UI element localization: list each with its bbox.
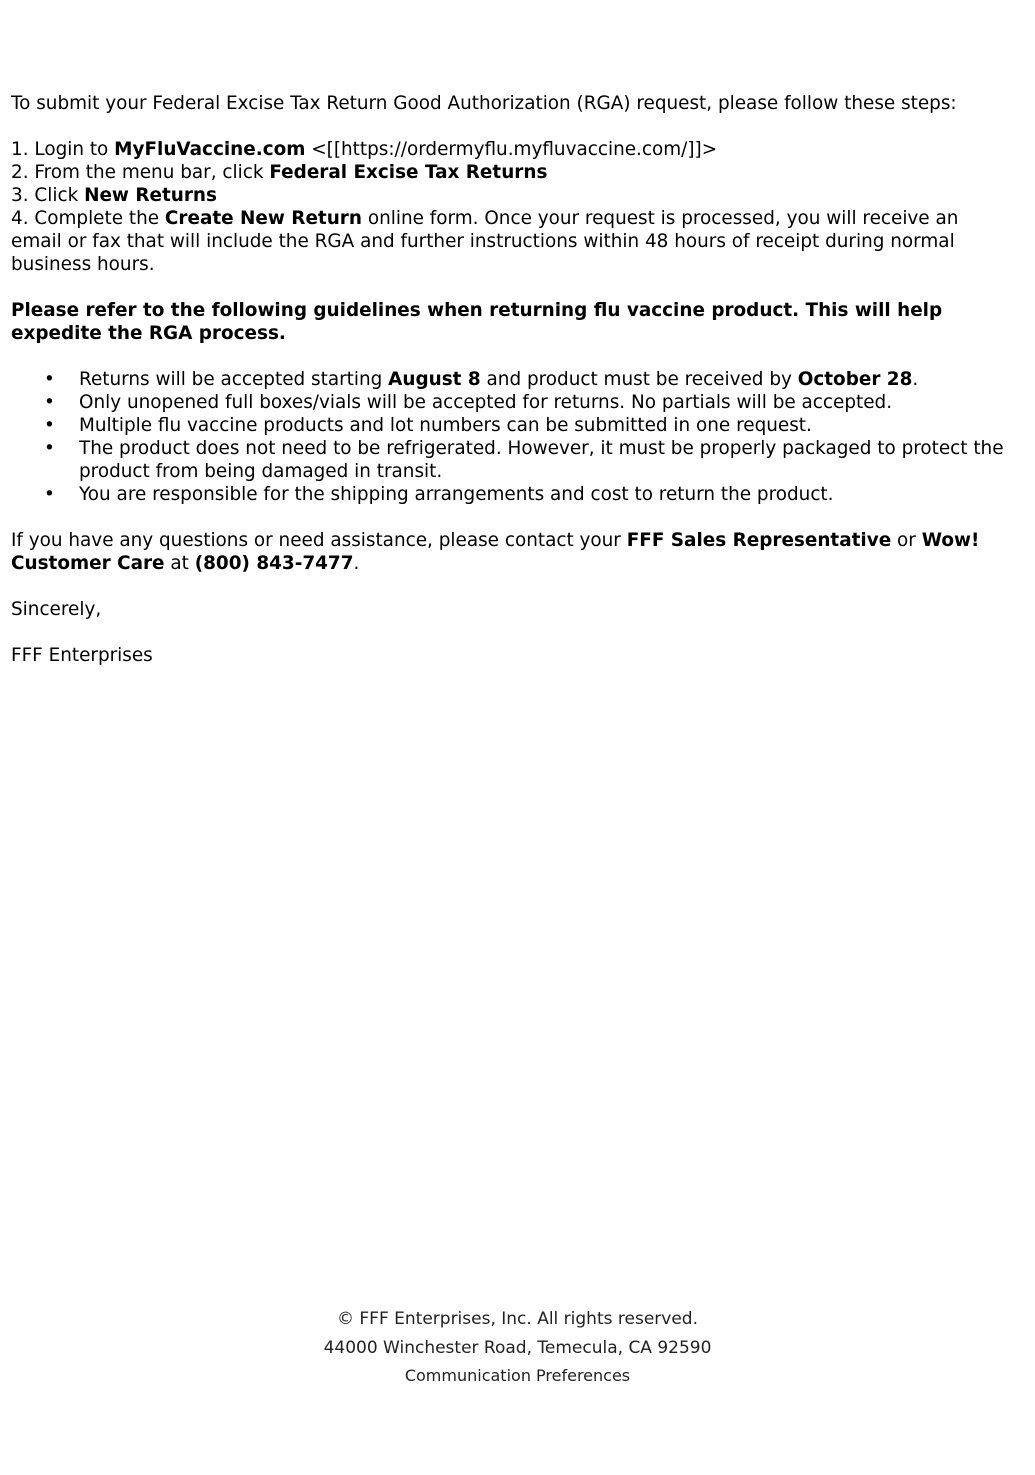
list-item [11, 414, 1011, 437]
guideline-1-end-date: October 28 [797, 369, 913, 390]
step-2-prefix: 2. From the menu bar, click [11, 162, 270, 183]
bullet-icon: • [44, 415, 55, 436]
communication-preferences-link[interactable]: Communication Preferences [404, 1366, 631, 1385]
bullet-icon: • [44, 484, 55, 505]
step-1-prefix: 1. Login to [11, 139, 115, 160]
email-footer [0, 1305, 1035, 1391]
email-body [11, 92, 1011, 667]
step-1-site-name: MyFluVaccine.com [114, 139, 306, 160]
intro-text: To submit your Federal Excise Tax Return Good Authorization (RGA) request, please follow these steps: [11, 93, 957, 114]
step-2 [11, 161, 1011, 184]
guideline-1-start-date: August 8 [388, 369, 481, 390]
copyright-text: © FFF Enterprises, Inc. All rights reserved. [337, 1309, 698, 1329]
guideline-1-suffix: . [912, 369, 919, 390]
step-3-prefix: 3. Click [11, 185, 85, 206]
step-1 [11, 138, 1011, 161]
list-item [11, 368, 1011, 391]
customer-care-label: Wow! Customer Care [11, 530, 980, 574]
spacer [11, 276, 1011, 299]
step-4-form-name: Create New Return [164, 208, 362, 229]
bullet-icon: • [44, 392, 55, 413]
contact-paragraph [11, 529, 1011, 575]
bullet-icon: • [44, 438, 55, 459]
list-item [11, 391, 1011, 414]
phone-number: (800) 843-7477 [194, 553, 354, 574]
contact-prefix: If you have any questions or need assistance, please contact your [11, 530, 627, 551]
guidelines-list [11, 368, 1011, 506]
spacer [11, 115, 1011, 138]
guideline-5-text: You are responsible for the shipping arrangements and cost to return the product. [79, 484, 834, 505]
spacer [11, 575, 1011, 598]
step-3-action: New Returns [84, 185, 217, 206]
guideline-2-text: Only unopened full boxes/vials will be accepted for returns. No partials will be accepted. [79, 392, 893, 413]
spacer [11, 506, 1011, 529]
spacer [11, 345, 1011, 368]
list-item [11, 483, 1011, 506]
step-4-prefix: 4. Complete the [11, 208, 165, 229]
bullet-icon: • [44, 369, 55, 390]
step-2-menu-item: Federal Excise Tax Returns [269, 162, 548, 183]
closing-text: Sincerely, [11, 599, 102, 620]
guideline-1-prefix: Returns will be accepted starting [79, 369, 389, 390]
sales-rep-label: FFF Sales Representative [626, 530, 892, 551]
guideline-4-text: The product does not need to be refrigerated. However, it must be properly packaged to protect the product from being damaged in transit. [79, 438, 1004, 482]
signature-text: FFF Enterprises [11, 645, 153, 666]
step-3 [11, 184, 1011, 207]
guidelines-heading-text: Please refer to the following guidelines when returning flu vaccine product. This will help expedite the RGA process. [11, 300, 943, 344]
contact-suffix: . [353, 553, 360, 574]
step-4-suffix: online form. Once your request is processed, you will receive an email or fax that will include the RGA and further instructions within 48 hours of receipt during normal business hours. [11, 208, 959, 275]
contact-or: or [891, 530, 922, 551]
guideline-1-mid: and product must be received by [480, 369, 798, 390]
spacer [11, 621, 1011, 644]
guidelines-heading [11, 299, 1011, 345]
address-text: 44000 Winchester Road, Temecula, CA 92590 [323, 1337, 712, 1358]
step-1-url[interactable]: <[[https://ordermyflu.myfluvaccine.com/]]> [305, 139, 718, 160]
step-4 [11, 207, 1011, 276]
contact-at: at [164, 553, 195, 574]
list-item [11, 437, 1011, 483]
guideline-3-text: Multiple flu vaccine products and lot numbers can be submitted in one request. [79, 415, 812, 436]
